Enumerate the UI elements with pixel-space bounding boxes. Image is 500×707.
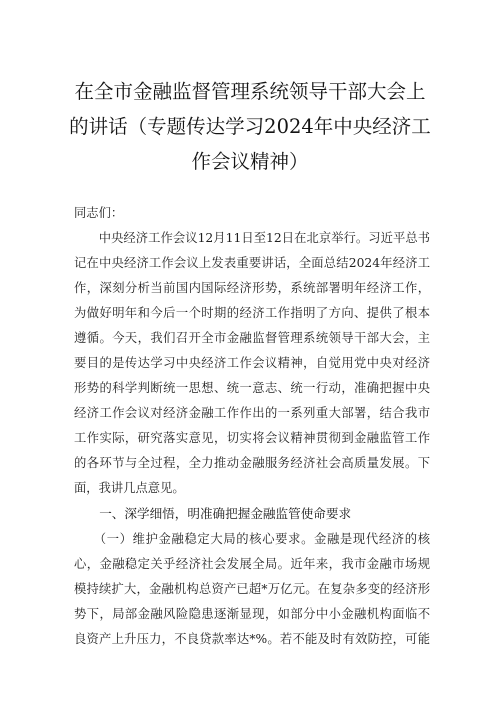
document-body bbox=[74, 200, 430, 652]
paragraph-line: 要目的是传达学习中央经济工作会议精神，自觉用党中央对经济 bbox=[74, 356, 430, 370]
paragraph-line: 工作实际，研究落实意见，切实将会议精神贯彻到金融监管工作 bbox=[74, 431, 430, 445]
paragraph-line: 心，金融稳定关乎经济社会发展全局。近年来，我市金融市场规 bbox=[74, 557, 430, 571]
paragraph-line: 记在中央经济工作会议上发表重要讲话，全面总结2024年经济工 bbox=[74, 256, 430, 270]
paragraph-line: （一）维护金融稳定大局的核心要求。金融是现代经济的核 bbox=[74, 532, 430, 546]
document-title bbox=[60, 74, 440, 179]
paragraph-line: 为做好明年和今后一个时期的经济工作指明了方向、提供了根本 bbox=[74, 306, 430, 320]
paragraph-line: 模持续扩大，金融机构总资产已超*万亿元。在复杂多变的经济形 bbox=[74, 582, 430, 596]
title-line: 在全市金融监督管理系统领导干部大会上 bbox=[74, 80, 426, 103]
paragraph-line: 势下，局部金融风险隐患逐渐显现，如部分中小金融机构面临不 bbox=[74, 607, 430, 621]
paragraph-section1 bbox=[74, 527, 430, 652]
paragraph-line: 经济工作会议对经济金融工作作出的一系列重大部署，结合我市 bbox=[74, 406, 430, 420]
paragraph-intro bbox=[74, 226, 430, 501]
paragraph-line: 良资产上升压力，不良贷款率达*%。若不能及时有效防控，可能 bbox=[74, 632, 430, 646]
paragraph-line: 面，我讲几点意见。 bbox=[74, 481, 185, 495]
paragraph-line: 遵循。今天，我们召开全市金融监督管理系统领导干部大会，主 bbox=[74, 331, 430, 345]
salutation: 同志们： bbox=[74, 206, 124, 220]
paragraph-line: 的各环节与全过程，全力推动金融服务经济社会高质量发展。下 bbox=[74, 456, 430, 470]
title-line: 的讲话（专题传达学习2024年中央经济工 bbox=[69, 115, 431, 138]
paragraph-line: 作，深刻分析当前国内国际经济形势，系统部署明年经济工作， bbox=[74, 281, 430, 295]
title-line: 作会议精神） bbox=[191, 150, 309, 173]
paragraph-line: 中央经济工作会议12月11日至12日在北京举行。习近平总书 bbox=[74, 231, 430, 245]
paragraph-line: 形势的科学判断统一思想、统一意志、统一行动，准确把握中央 bbox=[74, 381, 430, 395]
section-heading: 一、深学细悟，明准确把握金融监管使命要求 bbox=[74, 506, 352, 521]
